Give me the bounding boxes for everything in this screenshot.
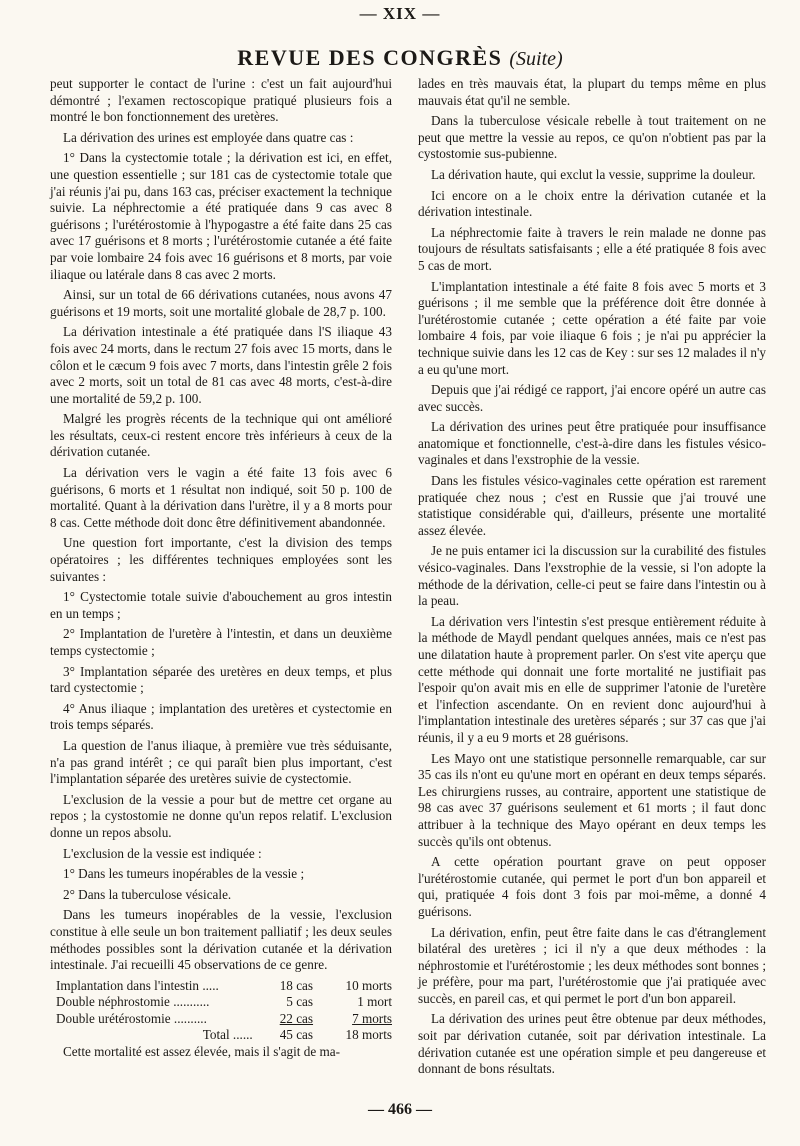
- statistics-table: [56, 978, 392, 1044]
- roman-page-number: — XIX —: [359, 4, 441, 23]
- paragraph: Ainsi, sur un total de 66 dérivations cutanées, nous avons 47 guérisons et 19 morts, soit une mortalité globale de 28,7 p. 100.: [50, 287, 392, 319]
- table-cell-deaths: 7 morts: [352, 1010, 392, 1026]
- table-cell-cases: 22 cas: [279, 1010, 314, 1026]
- paragraph: La dérivation intestinale a été pratiquée dans l'S iliaque 43 fois avec 24 morts, dans le rectum 27 fois avec 15 morts, dans le côlon et le cæcum 9 fois avec 7 morts, dans l'intestin grêle 2 fois avec 2 morts, soit un total de 81 cas avec 48 morts, c'est-à-dire une mortalité de 59,2 p. 100.: [50, 324, 392, 406]
- paragraph: Depuis que j'ai rédigé ce rapport, j'ai encore opéré un autre cas avec succès.: [418, 382, 766, 414]
- paragraph: La dérivation, enfin, peut être faite dans le cas d'étranglement bilatéral des uretères ; ici il n'y a que deux méthodes : la néphrostomie et l'urétérostomie ; les deux méthodes sont bonnes ; je préfère, pour ma part, l'urétérostomie que j'ai pratiquée avec succès, en pareil cas, et qui permet le port d'un bon appareil.: [418, 924, 766, 1006]
- list-item: 2° Dans la tuberculose vésicale.: [63, 886, 232, 902]
- paragraph: L'exclusion de la vessie a pour but de mettre cet organe au repos ; la cystostomie ne donne qu'un repos relatif. L'exclusion donne un repos absolu.: [50, 791, 392, 840]
- table-total-row: [56, 1027, 392, 1044]
- table-cell-cases: 45 cas: [279, 1027, 314, 1043]
- paragraph: La dérivation vers le vagin a été faite 13 fois avec 6 guérisons, 6 morts et 1 résultat non indiqué, soit 50 p. 100 de mortalité. Quant à la dérivation dans l'urètre, il y a 8 morts pour 8 cas. Cette méthode doit donc être définitivement abandonnée.: [50, 465, 392, 530]
- paragraph: lades en très mauvais état, la plupart du temps même en plus mauvais état qu'il ne semble.: [418, 76, 766, 108]
- paragraph: Une question fort importante, c'est la division des temps opératoires ; les différentes techniques employées sont les suivantes :: [50, 535, 392, 584]
- paragraph: Dans les tumeurs inopérables de la vessie, l'exclusion constitue à elle seule un bon traitement palliatif ; les deux seules méthodes possibles sont la dérivation cutanée et la dérivation intestinale. J'ai recueilli 45 observations de ce genre.: [50, 907, 392, 973]
- list-item: 1° Dans la cystectomie totale ; la dérivation est ici, en effet, une question essentielle ; sur 181 cas de cystectomie totale que j'ai réunis j'ai pu, dans 163 cas, préciser exactement la technique suivie. La néphrectomie a été pratiquée dans 9 cas avec 8 guérisons ; l'urétérostomie à l'hypogastre a été faite dans 25 cas avec 17 guérisons et 8 morts ; l'urétérostomie cutanée a été faite par voie lombaire 24 fois avec 16 guérisons et 8 morts, par voie iliaque ou latérale dans 8 cas avec 2 morts.: [50, 150, 392, 282]
- paragraph: Cette mortalité est assez élevée, mais il s'agit de ma-: [63, 1044, 341, 1060]
- list-item: 1° Dans les tumeurs inopérables de la vessie ;: [63, 866, 305, 882]
- page-number: — 466 —: [368, 1101, 432, 1118]
- paragraph: La dérivation haute, qui exclut la vessie, supprime la douleur.: [431, 166, 756, 182]
- paragraph: La dérivation des urines est employée dans quatre cas :: [63, 129, 354, 145]
- table-cell-cases: 18 cas: [279, 977, 314, 993]
- paragraph: L'exclusion de la vessie est indiquée :: [63, 845, 262, 861]
- paragraph: Les Mayo ont une statistique personnelle remarquable, car sur 35 cas ils n'ont eu qu'une mort en opérant en deux temps séparés. Les chirurgiens russes, au contraire, apportent une statistique de 98 cas avec 37 guérisons seulement et 61 morts ; il faut donc attribuer à la technique des Mayo opérant en deux temps les succès qu'ils ont obtenus.: [418, 750, 766, 849]
- page-title: [0, 45, 800, 72]
- table-cell-cases: 5 cas: [286, 994, 314, 1010]
- table-cell-label: Double urétérostomie ..........: [56, 1010, 207, 1026]
- table-cell-label: Total ......: [202, 1027, 253, 1043]
- paragraph: Je ne puis entamer ici la discussion sur la curabilité des fistules vésico-vaginales. Dans l'exstrophie de la vessie, si l'on adopte la méthode de la dérivation, celle-ci peut se faire dans l'intestin ou à la peau.: [418, 543, 766, 609]
- left-column: [50, 76, 392, 1065]
- paragraph: La dérivation vers l'intestin s'est presque entièrement réduite à la méthode de Maydl pendant quelques années, mais ce n'est pas une dilatation haute à proprement parler. On s'est vite aperçu que cette méthode qui donnait une forte mortalité ne justifiait pas l'espoir qu'on avait mis en elle de supprimer l'atonie de l'uretère et l'infection ascendante. On en revient donc aujourd'hui à l'implantation intestinale des uretères séparés ; sur 37 cas que j'ai réunis, il y a eu 9 morts et 28 guérisons.: [418, 613, 766, 745]
- table-cell-deaths: 1 mort: [357, 994, 392, 1010]
- list-item: 2° Implantation de l'uretère à l'intestin, et dans un deuxième temps cystectomie ;: [50, 626, 392, 658]
- table-cell-deaths: 10 morts: [345, 977, 392, 993]
- paragraph: Dans les fistules vésico-vaginales cette opération est rarement pratiquée chez nous ; c'est en Russie que j'ai trouvé une statistique considérable qui, d'ailleurs, présente une mortalité assez élevée.: [418, 473, 766, 538]
- paragraph: La dérivation des urines peut être obtenue par deux méthodes, soit par dérivation cutanée, soit par dérivation intestinale. La dérivation cutanée est une opération simple et peu dangereuse et donnant de bons résultats.: [418, 1011, 766, 1077]
- list-item: 1° Cystectomie totale suivie d'abouchement au gros intestin en un temps ;: [50, 589, 392, 621]
- title-suffix: (Suite): [509, 48, 563, 70]
- paragraph: Ici encore on a le choix entre la dérivation cutanée et la dérivation intestinale.: [418, 187, 766, 220]
- right-column: [418, 76, 766, 1082]
- table-row: [56, 994, 392, 1011]
- title-text: REVUE DES CONGRÈS: [237, 45, 503, 70]
- table-cell-label: Implantation dans l'intestin .....: [56, 977, 219, 993]
- table-row: [56, 978, 392, 995]
- paragraph: Dans la tuberculose vésicale rebelle à tout traitement on ne peut que mettre la vessie au repos, ce qu'on n'obtient pas par la cystostomie sus-pubienne.: [418, 113, 766, 162]
- paragraph: La néphrectomie faite à travers le rein malade ne donne pas toujours de résultats satisfaisants ; elle a été pratiquée 8 fois avec 5 cas de mort.: [418, 224, 766, 273]
- paragraph: Malgré les progrès récents de la technique qui ont amélioré les résultats, ceux-ci restent encore très inférieurs à ceux de la dérivation cutanée.: [50, 411, 392, 460]
- list-item: 4° Anus iliaque ; implantation des uretères et cystectomie en trois temps séparés.: [50, 700, 392, 733]
- list-item: 3° Implantation séparée des uretères en deux temps, et plus tard cystectomie ;: [50, 663, 392, 696]
- table-cell-deaths: 18 morts: [345, 1027, 392, 1043]
- table-row: [56, 1011, 392, 1028]
- table-cell-label: Double néphrostomie ...........: [56, 994, 210, 1010]
- paragraph: A cette opération pourtant grave on peut opposer l'urétérostomie cutanée, qui permet le port d'un bon appareil et qui, pratiquée 4 fois dont 3 fois par moi-même, a donné 4 guérisons.: [418, 854, 766, 919]
- paragraph: La dérivation des urines peut être pratiquée pour insuffisance anatomique et fonctionnelle, c'est-à-dire dans les fistules vésico-vaginales et dans l'exstrophie de la vessie.: [418, 419, 766, 468]
- paragraph: L'implantation intestinale a été faite 8 fois avec 5 morts et 3 guérisons ; il me semble que la préférence doit être donnée à l'urétérostomie cutanée ; cette opération a été faite par voie lombaire 4 fois, par voie iliaque 6 fois ; je n'ai pu apprécier la technique suivie dans les 12 cas de Key : sur ses 12 malades il n'y a eu qu'une mort.: [418, 278, 766, 377]
- paragraph: peut supporter le contact de l'urine : c'est un fait aujourd'hui démontré ; l'examen rectoscopique pratiqué plusieurs fois a montré le bon fonctionnement des uretères.: [50, 76, 392, 125]
- paragraph: La question de l'anus iliaque, à première vue très séduisante, n'a pas grand intérêt ; ce qui paraît bien plus important, c'est l'implantation séparée des uretères suivie de cystectomie.: [50, 737, 392, 787]
